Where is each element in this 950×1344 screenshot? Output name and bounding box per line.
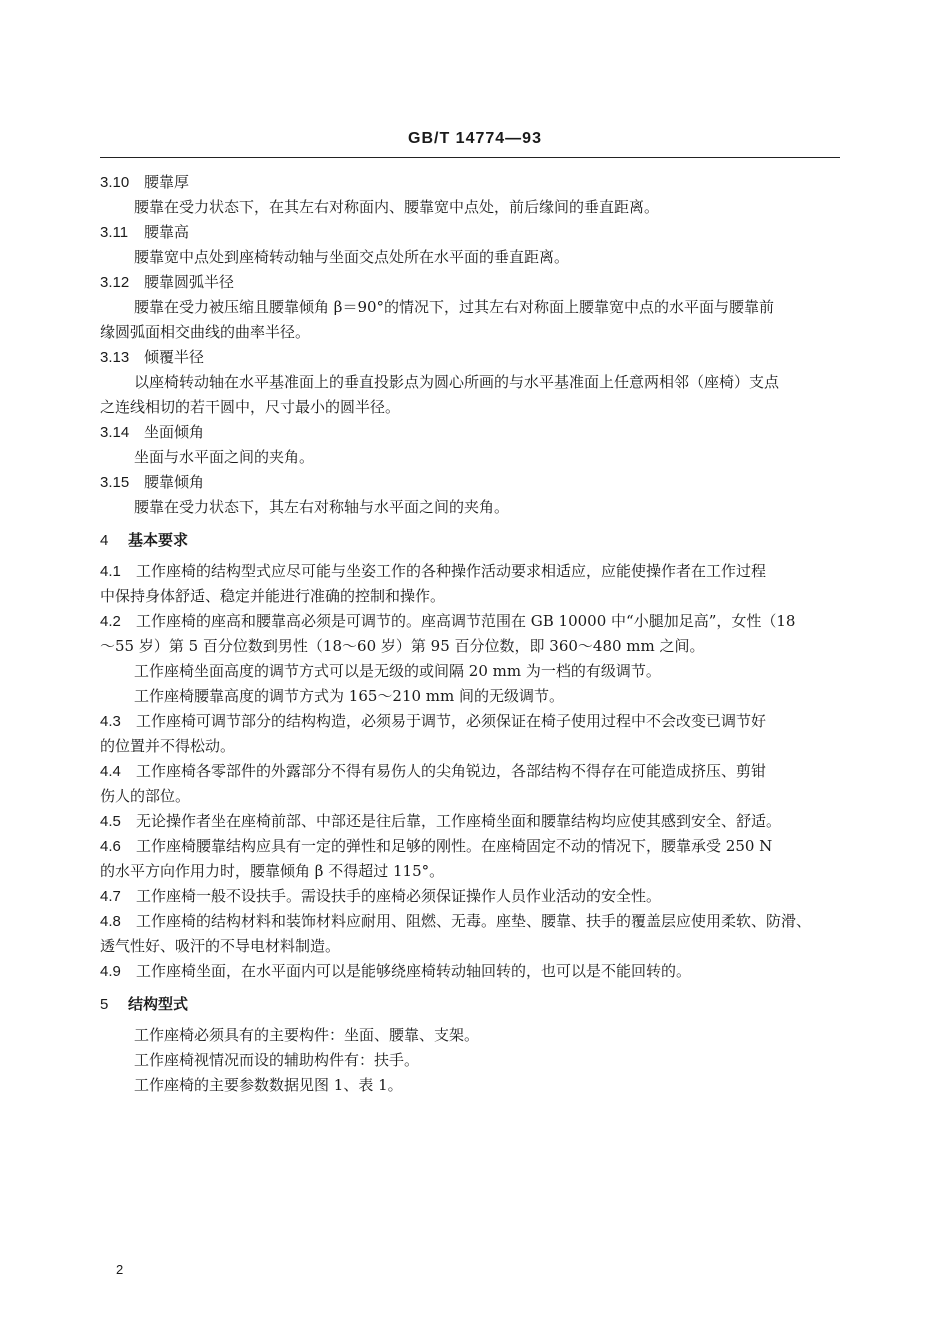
clause-text: 腰靠在受力状态下，在其左右对称面内、腰靠宽中点处，前后缘间的垂直距离。 [134, 198, 660, 216]
clause-paragraph: 工作座椅腰靠高度的调节方式为 165～210 mm 间的无级调节。 [134, 687, 565, 705]
clause-term: 腰靠倾角 [144, 473, 205, 491]
clause-number: 4.1 [100, 563, 121, 580]
section-5-paragraph: 工作座椅的主要参数数据见图 1、表 1。 [134, 1076, 403, 1094]
clause-term: 腰靠圆弧半径 [144, 273, 235, 291]
page-number: 2 [116, 1262, 124, 1277]
clause-text: 工作座椅的座高和腰靠高必须是可调节的。座高调节范围在 GB 10000 中“小腿加足高”，女性（18 [136, 612, 796, 630]
definition-3-15 [100, 470, 840, 520]
clause-text: 腰靠在受力状态下，其左右对称轴与水平面之间的夹角。 [134, 498, 510, 516]
clause-text: 坐面与水平面之间的夹角。 [134, 448, 315, 466]
clause-number: 4.9 [100, 963, 121, 980]
clause-text: 无论操作者坐在座椅前部、中部还是往后靠，工作座椅坐面和腰靠结构均应使其感到安全、舒适。 [136, 812, 782, 830]
clause-number: 4.2 [100, 613, 121, 630]
clause-number: 3.11 [100, 224, 129, 241]
definition-3-13 [100, 345, 840, 420]
section-title: 结构型式 [128, 996, 189, 1013]
clause-number: 4.7 [100, 888, 121, 905]
clause-text-cont: 伤人的部位。 [100, 787, 191, 805]
section-title: 基本要求 [128, 532, 189, 549]
section-5-heading [100, 992, 840, 1017]
header-rule [100, 157, 840, 158]
clause-number: 4.5 [100, 813, 121, 830]
section-5-paragraph: 工作座椅必须具有的主要构件：坐面、腰靠、支架。 [134, 1026, 480, 1044]
clause-4-8 [100, 909, 840, 959]
clause-number: 3.12 [100, 274, 130, 291]
clause-text: 工作座椅各零部件的外露部分不得有易伤人的尖角锐边，各部结构不得存在可能造成挤压、剪钳 [136, 762, 767, 780]
clause-text-cont: 透气性好、吸汗的不导电材料制造。 [100, 937, 341, 955]
clause-text: 工作座椅腰靠结构应具有一定的弹性和足够的刚性。在座椅固定不动的情况下，腰靠承受 250 N [136, 837, 773, 855]
clause-number: 3.14 [100, 424, 130, 441]
clause-4-7 [100, 884, 840, 909]
clause-number: 3.13 [100, 349, 130, 366]
clause-4-1 [100, 559, 840, 609]
clause-term: 腰靠高 [144, 223, 190, 241]
clause-number: 4.4 [100, 763, 121, 780]
clause-text: 工作座椅的结构型式应尽可能与坐姿工作的各种操作活动要求相适应，应能使操作者在工作过程 [136, 562, 767, 580]
clause-number: 3.10 [100, 174, 130, 191]
definition-3-10 [100, 170, 840, 220]
clause-text-cont: ～55 岁）第 5 百分位数到男性（18～60 岁）第 95 百分位数，即 360～480 mm 之间。 [100, 637, 705, 655]
clause-text: 以座椅转动轴在水平基准面上的垂直投影点为圆心所画的与水平基准面上任意两相邻（座椅）支点 [134, 373, 780, 391]
clause-text-cont: 的水平方向作用力时，腰靠倾角 β 不得超过 115°。 [100, 862, 445, 880]
clause-4-5 [100, 809, 840, 834]
clause-number: 4.3 [100, 713, 121, 730]
clause-text: 工作座椅坐面，在水平面内可以是能够绕座椅转动轴回转的，也可以是不能回转的。 [136, 962, 692, 980]
definition-3-14 [100, 420, 840, 470]
section-4-heading [100, 528, 840, 553]
clause-term: 腰靠厚 [144, 173, 190, 191]
clause-text-cont: 缘圆弧面相交曲线的曲率半径。 [100, 323, 311, 341]
clause-text: 腰靠宽中点处到座椅转动轴与坐面交点处所在水平面的垂直距离。 [134, 248, 570, 266]
clause-paragraph: 工作座椅坐面高度的调节方式可以是无级的或间隔 20 mm 为一档的有级调节。 [134, 662, 661, 680]
clause-4-9 [100, 959, 840, 984]
clause-text: 工作座椅的结构材料和装饰材料应耐用、阻燃、无毒。座垫、腰靠、扶手的覆盖层应使用柔软、防滑、 [136, 912, 812, 930]
clause-number: 3.15 [100, 474, 130, 491]
page-header: GB/T 14774—93 [408, 130, 542, 147]
clause-text: 工作座椅一般不设扶手。需设扶手的座椅必须保证操作人员作业活动的安全性。 [136, 887, 662, 905]
clause-term: 倾覆半径 [144, 348, 205, 366]
section-5-paragraph: 工作座椅视情况而设的辅助构件有：扶手。 [134, 1051, 420, 1069]
clause-4-2 [100, 609, 840, 709]
section-number: 5 [100, 996, 109, 1013]
clause-4-6 [100, 834, 840, 884]
clause-number: 4.6 [100, 838, 121, 855]
clause-text: 腰靠在受力被压缩且腰靠倾角 β＝90°的情况下，过其左右对称面上腰靠宽中点的水平面与腰靠前 [134, 298, 775, 316]
clause-text-cont: 的位置并不得松动。 [100, 737, 236, 755]
section-number: 4 [100, 532, 109, 549]
clause-term: 坐面倾角 [144, 423, 205, 441]
clause-text-cont: 中保持身体舒适、稳定并能进行准确的控制和操作。 [100, 587, 446, 605]
clause-text: 工作座椅可调节部分的结构构造，必须易于调节，必须保证在椅子使用过程中不会改变已调节好 [136, 712, 767, 730]
document-body [100, 170, 840, 1098]
clause-text-cont: 之连线相切的若干圆中，尺寸最小的圆半径。 [100, 398, 401, 416]
definition-3-12 [100, 270, 840, 345]
clause-4-4 [100, 759, 840, 809]
definition-3-11 [100, 220, 840, 270]
clause-number: 4.8 [100, 913, 121, 930]
clause-4-3 [100, 709, 840, 759]
